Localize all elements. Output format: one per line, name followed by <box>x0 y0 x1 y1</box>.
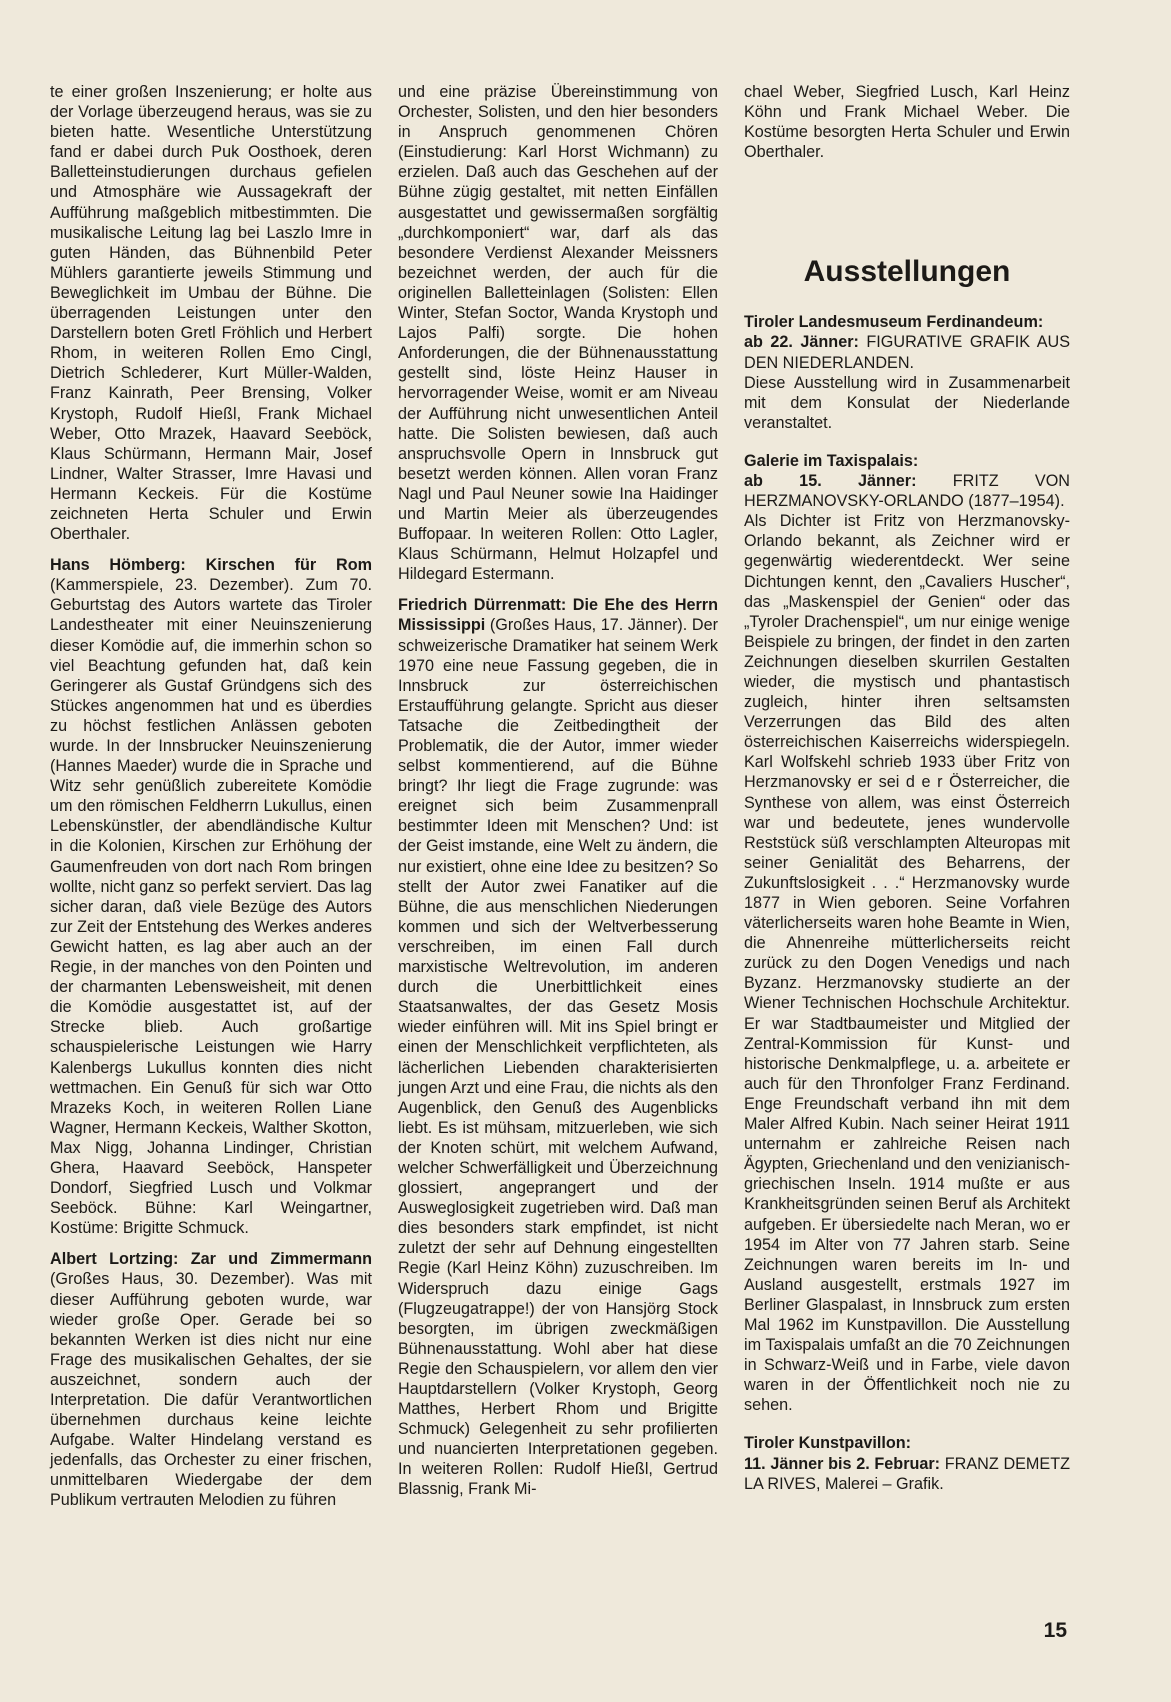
review-zar-und-zimmermann <box>50 1249 372 1510</box>
review-ehe-des-herrn-mississippi <box>398 595 718 1499</box>
exhibition-title: FRANZ DEMETZ LA RIVES, Malerei – Grafik. <box>744 1454 1070 1493</box>
page-number: 15 <box>1043 1619 1067 1642</box>
exhibition-date: ab 15. Jänner: <box>744 472 917 491</box>
exhibition-date: ab 22. Jänner: <box>744 333 859 352</box>
exhibition-title: FRITZ VON HERZMANOVSKY-ORLANDO (1877–1954). <box>744 472 1070 511</box>
review-kirschen-fuer-rom <box>50 555 372 1238</box>
exhibition-venue: Tiroler Kunstpavillon: <box>744 1434 911 1453</box>
review-title: Albert Lortzing: Zar und Zimmermann <box>50 1250 372 1269</box>
exhibition-title: FIGURATIVE GRAFIK AUS DEN NIEDERLANDEN. <box>744 333 1070 372</box>
review-title: Friedrich Dürrenmatt: Die Ehe des Herrn Mississippi <box>398 596 718 635</box>
exhibition-entry <box>744 1433 1070 1493</box>
exhibition-venue: Galerie im Taxispalais: <box>744 451 919 470</box>
exhibition-venue: Tiroler Landesmuseum Ferdinandeum: <box>744 313 1044 332</box>
review-continuation: und eine präzise Übereinstimmung von Orchester, Solisten, und den hier besonders in Anspruch genommenen Chören (Einstudierung: Karl Horst Wichmann) zu erzielen. Daß auch das Geschehen auf der Bühne zügig gestaltet, mit netten Einfällen ausgestattet und gewissermaßen sorgfältig „durchkomponiert“ war, darf als das besondere Verdienst Alexander Meissners bezeichnet werden, der auch für die originellen Balletteinlagen (Solisten: Ellen Winter, Stefan Soctor, Wanda Krystoph und Lajos Palfi) sorgte. Die hohen Anforderungen, die der Bühnenausstattung gestellt sind, löste Heinz Hauser in hervorragender Weise, womit er am Niveau der Aufführung nicht unwesentlichen Anteil hatte. Die Solisten bewiesen, daß auch anspruchsvolle Opern in Innsbruck gut besetzt werden können. Allen voran Franz Nagl und Paul Neuner sowie Ina Haidinger und Martin Meier als überzeugendes Buffopaar. In weiteren Rollen: Otto Lagler, Klaus Schürmann, Helmut Holzapfel und Hildegard Estermann. <box>398 83 718 584</box>
review-continuation: te einer großen Inszenierung; er holte aus der Vorlage überzeugend heraus, was sie zu bieten hatte. Wesentliche Unterstützung fand er dabei durch Puk Oosthoek, deren Balletteinstudierungen durchaus gefielen und Atmosphäre wie Aussagekraft der Aufführung maßgeblich mitbestimmten. Die musikalische Leitung lag bei Laszlo Imre in guten Händen, das Bühnenbild Peter Mühlers garantierte jeweils Stimmung und Beweglichkeit im Umbau der Bühne. Die überragenden Leistungen unter den Darstellern boten Gretl Fröhlich und Herbert Rhom, in weiteren Rollen Emo Cingl, Dietrich Schlederer, Kurt Müller-Walden, Franz Kainrath, Peer Brensing, Volker Krystoph, Rudolf Hießl, Frank Michael Weber, Otto Mrazek, Haavard Seeböck, Klaus Schürmann, Hermann Mair, Josef Lindner, Walter Strasser, Imre Havasi und Hermann Keckeis. Für die Kostüme zeichneten Herta Schuler und Erwin Oberthaler. <box>50 83 372 544</box>
exhibition-description: Als Dichter ist Fritz von Herzmanovsky-Orlando bekannt, als Zeichner wird er gegenwärtig wiederentdeckt. Wer seine Dichtungen kennt, den „Cavaliers Huscher“, das „Maskenspiel der Genien“ oder das „Tyroler Drachenspiel“, um nur einige wenige Beispiele zu bringen, der findet in den zarten Zeichnungen dieselben skurrilen Gestalten wieder, die mystisch und phantastisch zugleich, hinter ihren seltsamsten Verzerrungen das Bild des alten österreichischen Kaiserreichs widerspiegeln. Karl Wolfskehl schrieb 1933 über Fritz von Herzmanovsky er sei d e r Österreicher, die Synthese von allem, was einst Österreich war und bedeutete, jenes wundervolle Reststück süß verschlampten Alteuropas mit seiner Genialität des Beharrens, der Zukunftslosigkeit . . .“ Herzmanovsky wurde 1877 in Wien geboren. Seine Vorfahren väterlicherseits waren hohe Beamte in Wien, die Ahnenreihe mütterlicherseits reicht zurück zu den Dogen Venedigs und nach Byzanz. Herzmanovsky studierte an der Wiener Technischen Hochschule Architektur. Er war Stadtbaumeister und Mitglied der Zentral-Kommission für Kunst- und historische Denkmalpflege, u. a. arbeitete er auch für den Thronfolger Franz Ferdinand. Enge Freundschaft verband ihn mit dem Maler Alfred Kubin. Nach seiner Heirat 1911 unternahm er zahlreiche Reisen nach Ägypten, Griechenland und den venizianisch-griechischen Inseln. 1914 mußte er aus Krankheitsgründen seinen Beruf als Architekt aufgeben. Er übersiedelte nach Meran, wo er 1954 im Alter von 77 Jahren starb. Seine Zeichnungen waren bereits im In- und Ausland ausgestellt, erstmals 1927 im Berliner Glaspalast, in Innsbruck zum ersten Mal 1962 im Kunstpavillon. Die Ausstellung im Taxispalais umfaßt an die 70 Zeichnungen in Schwarz-Weiß und in Farbe, viele davon waren in der Öffentlichkeit noch nie zu sehen. <box>744 512 1070 1415</box>
exhibition-entry <box>744 312 1070 433</box>
review-title: Hans Hömberg: Kirschen für Rom <box>50 556 372 575</box>
exhibition-description: Diese Ausstellung wird in Zusammenarbeit mit dem Konsulat der Niederlande veranstaltet. <box>744 373 1070 432</box>
review-body: (Großes Haus, 30. Dezember). Was mit dieser Aufführung geboten wurde, war wieder große Oper. Gerade bei so bekannten Werken ist dies nicht nur eine Frage des musikalischen Gehaltes, der sie auszeichnet, sondern auch der Interpretation. Die dafür Verantwortlichen übernehmen durchaus keine leichte Aufgabe. Walter Hindelang verstand es jedenfalls, das Orchester zu einer frischen, unmittelbaren Wiedergabe der dem Publikum vertrauten Melodien zu führen <box>50 1270 372 1510</box>
column-left <box>50 82 372 1511</box>
section-heading: Ausstellungen <box>803 255 1011 289</box>
review-continuation: chael Weber, Siegfried Lusch, Karl Heinz Köhn und Frank Michael Weber. Die Kostüme besorgten Herta Schuler und Erwin Oberthaler. <box>744 83 1070 162</box>
column-middle <box>398 82 718 1500</box>
column-right <box>744 82 1070 1512</box>
exhibition-entry <box>744 451 1070 1416</box>
review-body: (Kammerspiele, 23. Dezember). Zum 70. Geburtstag des Autors wartete das Tiroler Landestheater mit einer Neuinszenierung dieser Komödie auf, die immerhin schon so viel Beachtung gefunden hat, daß kein Geringerer als Gustaf Gründgens sich des Stückes angenommen hat und es überdies zu höchst festlichen Anlässen geboten wurde. In der Innsbrucker Neuinszenierung (Hannes Maeder) wurde die in Sprache und Witz sehr genüßlich zubereitete Komödie um den römischen Feldherrn Lukullus, einen Lebenskünstler, der abendländische Kultur in die Kolonien, Kirschen zur Erhöhung der Gaumenfreuden von dort nach Rom bringen wollte, nicht ganz so perfekt serviert. Das lag sicher daran, daß viele Bezüge des Autors zur Zeit der Entstehung des Werkes anderes Gewicht hatten, es lag aber auch an der Regie, in der manches von den Pointen und der charmanten Lebensweisheit, mit denen die Komödie ausgestattet ist, auf der Strecke blieb. Auch großartige schauspielerische Leistungen wie Harry Kalenbergs Lukullus konnten dies nicht wettmachen. Ein Genuß für sich war Otto Mrazeks Koch, in weiteren Rollen Liane Wagner, Hermann Keckeis, Walther Skotton, Max Nigg, Johanna Lindinger, Christian Ghera, Haavard Seeböck, Hanspeter Dondorf, Siegfried Lusch und Volkmar Seeböck. Bühne: Karl Weingartner, Kostüme: Brigitte Schmuck. <box>50 576 372 1238</box>
review-body: (Großes Haus, 17. Jänner). Der schweizerische Dramatiker hat seinem Werk 1970 eine neue Fassung gegeben, die in Innsbruck zur österreichischen Erstaufführung gelangte. Spricht aus dieser Tatsache die Zeitbedingtheit der Problematik, die der Autor, immer wieder selbst kommentierend, auf die Bühne bringt? Ihr liegt die Frage zugrunde: was ereignet sich beim Zusammenprall bestimmter Ideen mit Menschen? Und: ist der Geist imstande, eine Welt zu ändern, die nur existiert, ohne eine Idee zu besitzen? So stellt der Autor zwei Fanatiker auf die Bühne, die aus menschlichen Niederungen kommen und sich der Weltverbesserung verschreiben, im einen Fall durch marxistische Weltrevolution, im anderen durch die Unerbittlichkeit eines Staatsanwaltes, der das Gesetz Mosis wieder einführen will. Mit ins Spiel bringt er einen der Menschlichkeit verpflichteten, als lächerlichen Liebenden charakterisierten jungen Arzt und eine Frau, die nichts als den Augenblick, den Genuß des Augenblicks liebt. Es ist mühsam, mitzuerleben, wie sich der Knoten schürt, mit welchem Aufwand, welcher Schwerfälligkeit und Überzeichnung glossiert, angeprangert und der Ausweglosigkeit zugetrieben wird. Daß man dies besonders stark empfindet, ist nicht zuletzt der sehr auf Dehnung eingestellten Regie (Karl Heinz Köhn) zuzuschreiben. Im Widerspruch dazu einige Gags (Flugzeugatrappe!) der von Hansjörg Stock besorgten, im übrigen zweckmäßigen Bühnenausstattung. Wohl aber hat diese Regie den Schauspielern, vor allem den vier Hauptdarstellern (Volker Krystoph, Georg Matthes, Herbert Rhom und Brigitte Schmuck) Gelegenheit zu sehr profilierten und nuancierten Interpretationen gegeben. In weiteren Rollen: Rudolf Hießl, Gertrud Blassnig, Frank Mi- <box>398 616 718 1499</box>
exhibition-date: 11. Jänner bis 2. Februar: <box>744 1454 941 1473</box>
